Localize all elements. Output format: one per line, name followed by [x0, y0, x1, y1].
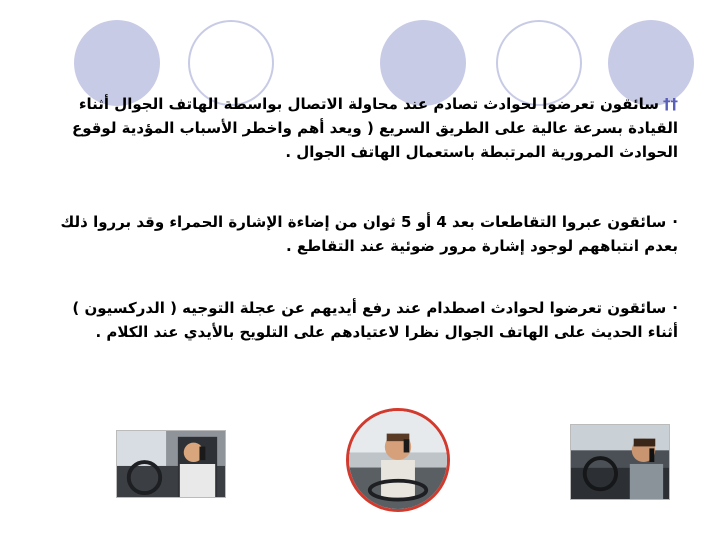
paragraph-2-text: سائقون عبروا التقاطعات بعد 4 أو 5 ثوان من إضاءة الإشارة الحمراء وقد برروا ذلك بعدم انتباههم لوجود إشارة مرور ضوئية عند التقاطع .: [60, 213, 678, 255]
bullet-marker: ††: [663, 95, 678, 113]
paragraph-3: [38, 296, 678, 344]
paragraph-3-text: سائقون تعرضوا لحوادث اصطدام عند رفع أيديهم عن عجلة التوجيه ( الدركسيون ) أثناء الحديث على الهاتف الجوال نظرا لاعتيادهم على التلويح بالأيدي عند الكلام .: [72, 299, 678, 341]
driver-photo-image: [571, 425, 669, 499]
photo-driver-center: [346, 408, 450, 512]
bullet-dot: ·: [672, 213, 678, 231]
photo-driver-left: [116, 430, 226, 498]
driver-photo-image: [349, 411, 447, 509]
paragraph-2: [38, 210, 678, 258]
paragraph-1-text: سائقون تعرضوا لحوادث تصادم عند محاولة الاتصال بواسطة الهاتف الجوال أثناء القيادة بسرعة عالية على الطريق السريع ( ويعد أهم واخطر الأسباب المؤدية لوقوع الحوادث المرورية المرتبطة باستعمال الهاتف الجوال .: [71, 95, 678, 161]
paragraph-1: [38, 92, 678, 164]
bullet-dot: ·: [672, 299, 678, 317]
photo-driver-right: [570, 424, 670, 500]
driver-photo-image: [117, 431, 225, 497]
